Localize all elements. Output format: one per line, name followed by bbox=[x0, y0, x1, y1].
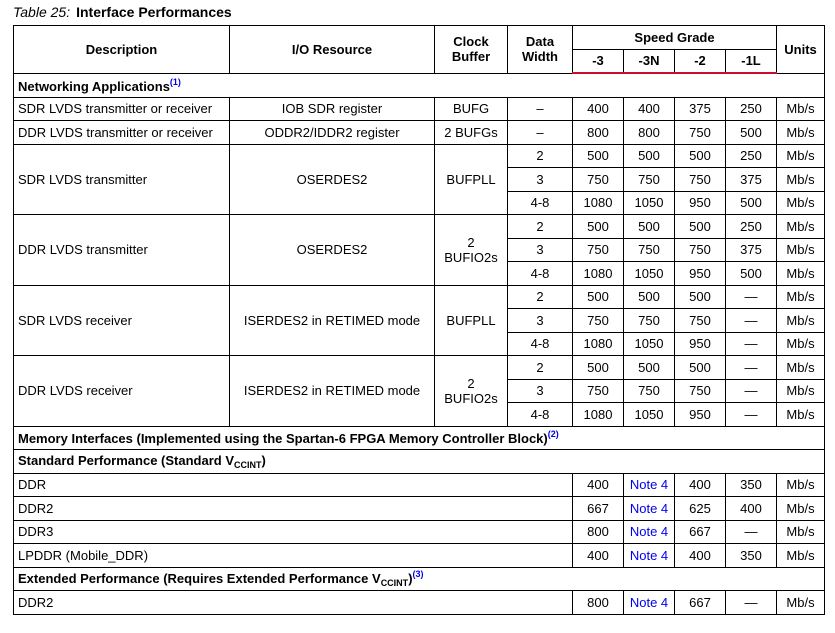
speed-value: 400 bbox=[726, 497, 777, 521]
speed-value: 500 bbox=[624, 356, 675, 380]
header-units: Units bbox=[777, 26, 825, 74]
note-link[interactable]: Note 4 bbox=[624, 497, 675, 521]
clock-buffer-cell: BUFG bbox=[435, 97, 508, 121]
units-cell: Mb/s bbox=[777, 238, 825, 262]
speed-value: 1080 bbox=[573, 403, 624, 427]
clock-buffer-cell: 2 BUFIO2s bbox=[435, 356, 508, 427]
speed-value: 500 bbox=[573, 285, 624, 309]
units-cell: Mb/s bbox=[777, 97, 825, 121]
speed-value: 750 bbox=[573, 309, 624, 333]
speed-value: 500 bbox=[726, 191, 777, 215]
speed-value: 500 bbox=[624, 285, 675, 309]
speed-value: 500 bbox=[675, 285, 726, 309]
units-cell: Mb/s bbox=[777, 544, 825, 568]
data-width-cell: 4-8 bbox=[508, 191, 573, 215]
clock-buffer-cell: 2 BUFGs bbox=[435, 121, 508, 145]
footnote-link[interactable]: (2) bbox=[547, 429, 559, 440]
speed-value: — bbox=[726, 520, 777, 544]
table-row bbox=[14, 285, 825, 309]
speed-value: — bbox=[726, 356, 777, 380]
speed-value: 1050 bbox=[624, 332, 675, 356]
speed-value: 950 bbox=[675, 191, 726, 215]
table-row bbox=[14, 144, 825, 168]
speed-value: 750 bbox=[624, 238, 675, 262]
header-data-width: Data Width bbox=[508, 26, 573, 74]
speed-value: 375 bbox=[675, 97, 726, 121]
data-width-cell: 2 bbox=[508, 215, 573, 239]
clock-buffer-cell: BUFPLL bbox=[435, 144, 508, 215]
vccint-subscript: CCINT bbox=[380, 578, 409, 589]
section-row bbox=[14, 73, 825, 97]
units-cell: Mb/s bbox=[777, 285, 825, 309]
units-cell: Mb/s bbox=[777, 309, 825, 333]
header-grade: -3 bbox=[573, 49, 624, 73]
units-cell: Mb/s bbox=[777, 473, 825, 497]
description-cell: DDR LVDS transmitter or receiver bbox=[14, 121, 230, 145]
units-cell: Mb/s bbox=[777, 144, 825, 168]
speed-value: 750 bbox=[675, 238, 726, 262]
header-description: Description bbox=[14, 26, 230, 74]
speed-value: 375 bbox=[726, 238, 777, 262]
speed-value: 750 bbox=[675, 168, 726, 192]
description-cell: SDR LVDS transmitter or receiver bbox=[14, 97, 230, 121]
data-width-cell: 2 bbox=[508, 144, 573, 168]
speed-value: 400 bbox=[573, 97, 624, 121]
extended-title-end: ) bbox=[408, 571, 413, 587]
speed-value: 400 bbox=[675, 544, 726, 568]
extended-title: Extended Performance (Requires Extended Performance V bbox=[18, 571, 381, 587]
speed-value: — bbox=[726, 309, 777, 333]
note-link[interactable]: Note 4 bbox=[624, 591, 675, 615]
section-title bbox=[14, 567, 825, 591]
table-row bbox=[14, 591, 825, 615]
memory-title: Memory Interfaces (Implemented using the Spartan-6 FPGA Memory Controller Block) bbox=[18, 431, 548, 447]
speed-value: 1080 bbox=[573, 262, 624, 286]
table-row bbox=[14, 450, 825, 474]
section-title bbox=[14, 73, 825, 97]
speed-value: 950 bbox=[675, 262, 726, 286]
speed-value: 400 bbox=[573, 544, 624, 568]
units-cell: Mb/s bbox=[777, 332, 825, 356]
speed-value: 750 bbox=[573, 379, 624, 403]
speed-value: 500 bbox=[675, 356, 726, 380]
units-cell: Mb/s bbox=[777, 356, 825, 380]
data-width-cell: 3 bbox=[508, 238, 573, 262]
units-cell: Mb/s bbox=[777, 121, 825, 145]
description-cell: LPDDR (Mobile_DDR) bbox=[14, 544, 573, 568]
description-cell: SDR LVDS transmitter bbox=[14, 144, 230, 215]
vccint-subscript: CCINT bbox=[234, 459, 262, 470]
description-cell: DDR2 bbox=[14, 591, 573, 615]
speed-value: — bbox=[726, 591, 777, 615]
interface-performance-table bbox=[13, 25, 825, 615]
clock-buffer-cell: 2 BUFIO2s bbox=[435, 215, 508, 286]
units-cell: Mb/s bbox=[777, 215, 825, 239]
footnote-link[interactable]: (3) bbox=[412, 569, 424, 580]
speed-value: 1050 bbox=[624, 262, 675, 286]
description-cell: SDR LVDS receiver bbox=[14, 285, 230, 356]
speed-value: 950 bbox=[675, 403, 726, 427]
footnote-link[interactable]: (1) bbox=[169, 76, 181, 87]
units-cell: Mb/s bbox=[777, 591, 825, 615]
data-width-cell: 2 bbox=[508, 356, 573, 380]
note-link[interactable]: Note 4 bbox=[624, 473, 675, 497]
io-resource-cell: ODDR2/IDDR2 register bbox=[230, 121, 435, 145]
data-width-cell: 3 bbox=[508, 309, 573, 333]
speed-value: 667 bbox=[573, 497, 624, 521]
section-title bbox=[14, 450, 825, 474]
speed-value: 800 bbox=[624, 121, 675, 145]
data-width-cell: – bbox=[508, 97, 573, 121]
io-resource-cell: ISERDES2 in RETIMED mode bbox=[230, 356, 435, 427]
data-width-cell: 3 bbox=[508, 379, 573, 403]
speed-value: 500 bbox=[726, 262, 777, 286]
speed-value: 750 bbox=[624, 168, 675, 192]
standard-title-end: ) bbox=[261, 452, 266, 468]
speed-value: 400 bbox=[675, 473, 726, 497]
speed-value: 500 bbox=[726, 121, 777, 145]
networking-title: Networking Applications bbox=[18, 78, 170, 94]
speed-value: 500 bbox=[573, 356, 624, 380]
table-title: Interface Performances bbox=[76, 4, 232, 20]
table-row bbox=[14, 356, 825, 380]
units-cell: Mb/s bbox=[777, 379, 825, 403]
units-cell: Mb/s bbox=[777, 168, 825, 192]
speed-value: 1080 bbox=[573, 332, 624, 356]
speed-value: 375 bbox=[726, 168, 777, 192]
header-speed-grade: Speed Grade bbox=[573, 26, 777, 50]
data-width-cell: – bbox=[508, 121, 573, 145]
description-cell: DDR LVDS transmitter bbox=[14, 215, 230, 286]
speed-value: 750 bbox=[675, 379, 726, 403]
speed-value: 350 bbox=[726, 473, 777, 497]
clock-buffer-cell: BUFPLL bbox=[435, 285, 508, 356]
description-cell: DDR3 bbox=[14, 520, 573, 544]
data-width-cell: 3 bbox=[508, 168, 573, 192]
speed-value: 500 bbox=[675, 215, 726, 239]
speed-value: 750 bbox=[675, 121, 726, 145]
speed-value: 500 bbox=[624, 144, 675, 168]
speed-value: 1050 bbox=[624, 403, 675, 427]
table-row bbox=[14, 544, 825, 568]
speed-value: 400 bbox=[624, 97, 675, 121]
header-grade: -3N bbox=[624, 49, 675, 73]
speed-value: 800 bbox=[573, 520, 624, 544]
speed-value: — bbox=[726, 379, 777, 403]
description-cell: DDR2 bbox=[14, 497, 573, 521]
units-cell: Mb/s bbox=[777, 497, 825, 521]
table-row bbox=[14, 215, 825, 239]
speed-value: 667 bbox=[675, 520, 726, 544]
speed-value: 400 bbox=[573, 473, 624, 497]
speed-value: 750 bbox=[624, 309, 675, 333]
section-title bbox=[14, 426, 825, 450]
table-body bbox=[14, 73, 825, 614]
speed-value: 350 bbox=[726, 544, 777, 568]
units-cell: Mb/s bbox=[777, 262, 825, 286]
speed-value: 625 bbox=[675, 497, 726, 521]
data-width-cell: 4-8 bbox=[508, 262, 573, 286]
speed-value: 750 bbox=[624, 379, 675, 403]
units-cell: Mb/s bbox=[777, 403, 825, 427]
header-io-resource: I/O Resource bbox=[230, 26, 435, 74]
io-resource-cell: ISERDES2 in RETIMED mode bbox=[230, 285, 435, 356]
speed-value: 500 bbox=[573, 144, 624, 168]
table-row bbox=[14, 567, 825, 591]
speed-value: 667 bbox=[675, 591, 726, 615]
table-row bbox=[14, 497, 825, 521]
data-width-cell: 2 bbox=[508, 285, 573, 309]
units-cell: Mb/s bbox=[777, 520, 825, 544]
standard-title: Standard Performance (Standard V bbox=[18, 452, 234, 468]
header-grade: -2 bbox=[675, 49, 726, 73]
header-grade: -1L bbox=[726, 49, 777, 73]
table-row bbox=[14, 473, 825, 497]
speed-value: 750 bbox=[675, 309, 726, 333]
speed-value: 750 bbox=[573, 168, 624, 192]
speed-value: — bbox=[726, 332, 777, 356]
speed-value: — bbox=[726, 285, 777, 309]
speed-value: 250 bbox=[726, 144, 777, 168]
note-link[interactable]: Note 4 bbox=[624, 544, 675, 568]
units-cell: Mb/s bbox=[777, 191, 825, 215]
description-cell: DDR bbox=[14, 473, 573, 497]
io-resource-cell: IOB SDR register bbox=[230, 97, 435, 121]
table-row bbox=[14, 121, 825, 145]
data-width-cell: 4-8 bbox=[508, 332, 573, 356]
table-row bbox=[14, 520, 825, 544]
table-caption bbox=[13, 4, 232, 20]
header-clock-buffer: Clock Buffer bbox=[435, 26, 508, 74]
speed-value: 500 bbox=[573, 215, 624, 239]
speed-value: 250 bbox=[726, 97, 777, 121]
table-row bbox=[14, 97, 825, 121]
note-link[interactable]: Note 4 bbox=[624, 520, 675, 544]
data-width-cell: 4-8 bbox=[508, 403, 573, 427]
table-row bbox=[14, 426, 825, 450]
speed-value: 950 bbox=[675, 332, 726, 356]
speed-value: 800 bbox=[573, 121, 624, 145]
io-resource-cell: OSERDES2 bbox=[230, 144, 435, 215]
speed-value: — bbox=[726, 403, 777, 427]
speed-value: 1080 bbox=[573, 191, 624, 215]
speed-value: 1050 bbox=[624, 191, 675, 215]
description-cell: DDR LVDS receiver bbox=[14, 356, 230, 427]
speed-value: 750 bbox=[573, 238, 624, 262]
speed-value: 500 bbox=[675, 144, 726, 168]
speed-value: 250 bbox=[726, 215, 777, 239]
table-number: Table 25: bbox=[13, 4, 71, 20]
speed-value: 800 bbox=[573, 591, 624, 615]
io-resource-cell: OSERDES2 bbox=[230, 215, 435, 286]
speed-value: 500 bbox=[624, 215, 675, 239]
